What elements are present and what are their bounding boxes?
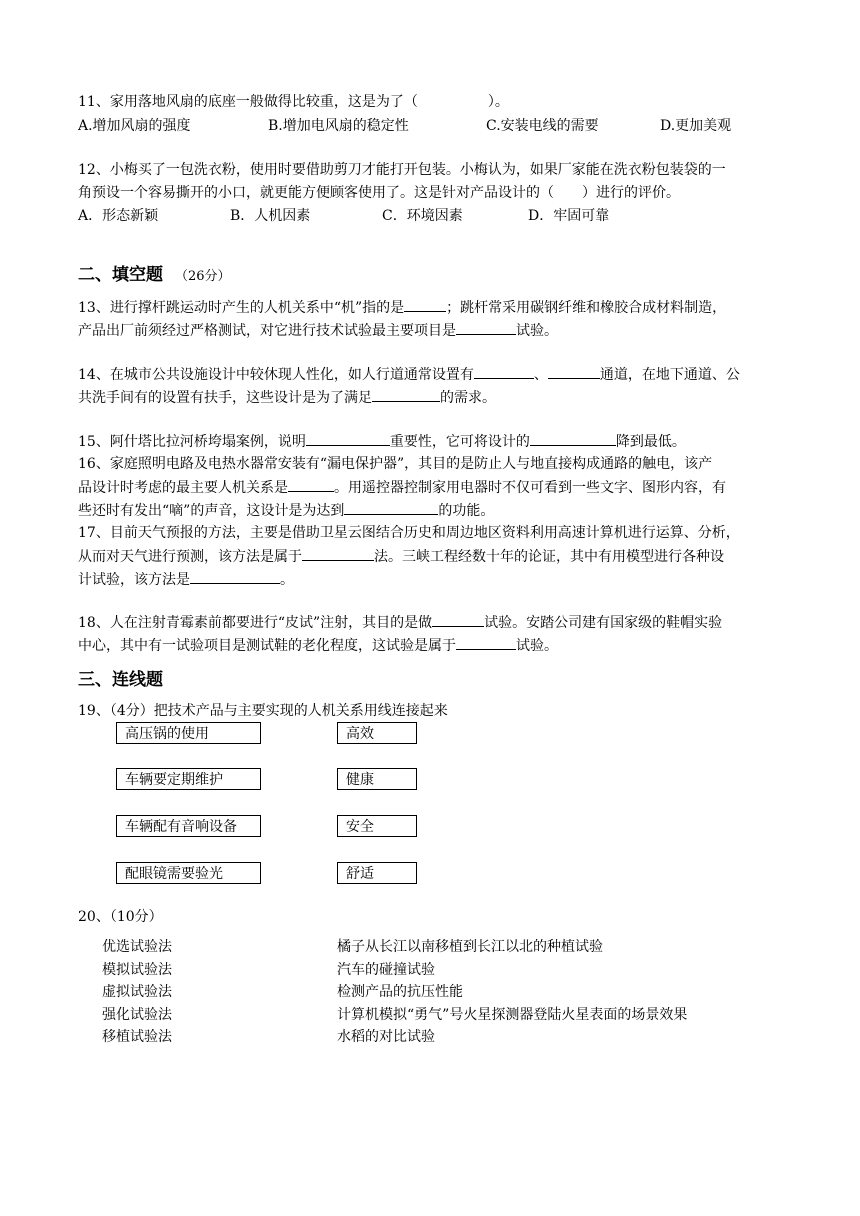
section-3-heading: 三、连线题 [78, 670, 163, 690]
q19-left-item[interactable]: 车辆要定期维护 [116, 768, 261, 790]
q18-text-3: 中心，其中有一试验项目是测试鞋的老化程度，这试验是属于 [78, 638, 456, 654]
q14-blank-2[interactable] [548, 364, 600, 379]
q20-right-item[interactable]: 计算机模拟“勇气”号火星探测器登陆火星表面的场景效果 [337, 1006, 688, 1023]
q11-stem: 11、家用落地风扇的底座一般做得比较重，这是为了（ ）。 [78, 94, 509, 110]
q14-blank-1[interactable] [474, 364, 534, 379]
q13-line2 [78, 320, 558, 341]
q19-right-item[interactable]: 舒适 [337, 862, 417, 884]
q19-right-item[interactable]: 健康 [337, 768, 417, 790]
q14-text-4: 共洗手间有的设置有扶手，这些设计是为了满足 [78, 390, 372, 406]
q14-line1 [78, 364, 740, 385]
q17-blank-1[interactable] [302, 546, 374, 561]
q18-blank-2[interactable] [456, 635, 516, 650]
q15-text-3: 降到最低。 [615, 434, 686, 450]
q17-text-1: 从而对天气进行预测，该方法是属于 [78, 549, 302, 565]
q12-option-c: C．环境因素 [382, 208, 463, 224]
q18-text-2: 试验。安踏公司建有国家级的鞋帽实验 [484, 615, 723, 631]
section-2-heading [78, 260, 231, 285]
q16-line2 [78, 477, 726, 498]
q20-right-column [337, 936, 687, 1049]
q12-options [78, 206, 609, 226]
q11-option-c: C.安装电线的需要 [486, 118, 599, 134]
q16-text-4: 的功能。 [438, 503, 495, 519]
q17-text-2: 法。三峡工程经数十年的论证，其中有用模型进行各种设 [374, 549, 724, 565]
q18-line1 [78, 612, 722, 633]
q19-stem: 19、（4分）把技术产品与主要实现的人机关系用线连接起来 [78, 703, 448, 719]
q17-text-4: 。 [280, 572, 294, 588]
q16-line3 [78, 500, 494, 521]
q14-line2 [78, 387, 496, 408]
q14-text-3: 通道，在地下通道、公 [599, 367, 740, 383]
q17-text-3: 计试验，该方法是 [78, 572, 190, 588]
q11-option-a: A.增加风扇的强度 [78, 118, 191, 134]
q17-blank-2[interactable] [190, 569, 280, 584]
q17-line2 [78, 546, 724, 567]
q14-text-5: 的需求。 [440, 390, 496, 406]
q13-text-4: 试验。 [516, 323, 558, 339]
q18-blank-1[interactable] [432, 612, 484, 627]
q15-text-2: 重要性，它可将设计的 [389, 434, 530, 450]
q13-blank-1[interactable] [404, 297, 446, 312]
q13-blank-2[interactable] [456, 320, 516, 335]
q12-option-d: D．牢固可靠 [528, 208, 610, 224]
q19-left-item[interactable]: 高压锅的使用 [116, 722, 261, 744]
section-2-title: 二、填空题 [78, 265, 163, 285]
q11-options [78, 116, 731, 136]
q18-text-4: 试验。 [516, 638, 558, 654]
q20-right-item[interactable]: 汽车的碰撞试验 [337, 961, 435, 978]
q19-right-item[interactable]: 安全 [337, 815, 417, 837]
q16-text-2: 。用遥控器控制家用电器时不仅可看到一些文字、图形内容，有 [334, 480, 726, 496]
q20-left-item[interactable]: 强化试验法 [102, 1006, 172, 1023]
q20-left-column [102, 936, 172, 1049]
q20-left-item[interactable]: 移植试验法 [102, 1029, 172, 1045]
q16-blank-1[interactable] [288, 477, 334, 492]
q11-option-d: D.更加美观 [660, 118, 732, 134]
q12-line2: 角预设一个容易撕开的小口，就更能方便顾客使用了。这是针对产品设计的（ ）进行的评价。 [78, 185, 680, 201]
q12-line1: 12、小梅买了一包洗衣粉，使用时要借助剪刀才能打开包装。小梅认为，如果厂家能在洗衣粉包装袋的一 [78, 162, 726, 178]
q15-blank-1[interactable] [306, 431, 390, 446]
q13-text-1: 13、进行撑杆跳运动时产生的人机关系中“机”指的是 [78, 300, 405, 316]
q16-text-3: 些还时有发出“嘀”的声音，这设计是为达到 [78, 503, 345, 519]
q15-blank-2[interactable] [530, 431, 616, 446]
q18-text-1: 18、人在注射青霉素前都要进行“皮试”注射，其目的是做 [78, 615, 433, 631]
q18-line2 [78, 635, 558, 656]
q13-line1 [78, 297, 726, 318]
q14-text-2: 、 [533, 367, 548, 383]
q20-left-item[interactable]: 虚拟试验法 [102, 984, 172, 1000]
q20-left-item[interactable]: 优选试验法 [102, 939, 172, 955]
q20-left-item[interactable]: 模拟试验法 [102, 961, 172, 978]
q16-line1: 16、家庭照明电路及电热水器常安装有“漏电保护器”，其目的是防止人与地直接构成通路的触电，该产 [78, 456, 713, 472]
q19-left-item[interactable]: 配眼镜需要验光 [116, 862, 261, 884]
q20-right-item[interactable]: 检测产品的抗压性能 [337, 984, 463, 1000]
q19-left-item[interactable]: 车辆配有音响设备 [116, 815, 261, 837]
q13-text-3: 产品出厂前须经过严格测试，对它进行技术试验最主要项目是 [78, 323, 456, 339]
q13-text-2: ；跳杆常采用碳钢纤维和橡胶合成材料制造， [446, 300, 727, 316]
q19-right-item[interactable]: 高效 [337, 722, 417, 744]
q17-line1: 17、目前天气预报的方法，主要是借助卫星云图结合历史和周边地区资料利用高速计算机进行运算、分析， [78, 525, 740, 541]
q14-blank-3[interactable] [372, 387, 440, 402]
q12-option-b: B．人机因素 [230, 208, 311, 224]
q15-text-1: 15、阿什塔比拉河桥垮塌案例，说明 [78, 434, 306, 450]
q20-stem: 20、（10分） [78, 909, 163, 925]
q11-option-b: B.增加电风扇的稳定性 [268, 118, 409, 134]
q14-text-1: 14、在城市公共设施设计中较休现人性化，如人行道通常设置有 [78, 367, 474, 383]
q12-option-a: A．形态新颖 [78, 208, 159, 224]
section-2-score: （26分） [175, 269, 231, 284]
q20-right-item[interactable]: 橘子从长江以南移植到长江以北的种植试验 [337, 939, 603, 955]
q16-blank-2[interactable] [344, 500, 438, 515]
q15-line [78, 431, 686, 452]
q16-text-1: 品设计时考虑的最主要人机关系是 [78, 480, 288, 496]
q20-right-item[interactable]: 水稻的对比试验 [337, 1029, 435, 1045]
q17-line3 [78, 569, 294, 590]
